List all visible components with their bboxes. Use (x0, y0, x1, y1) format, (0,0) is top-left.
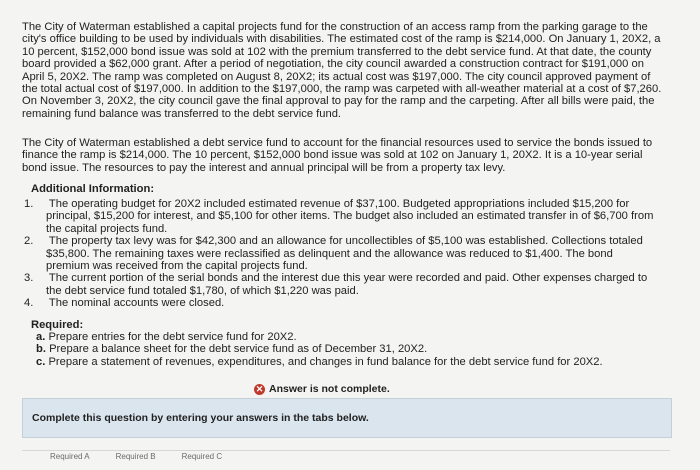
additional-info-list (24, 198, 655, 310)
info-item: 4. The nominal accounts were closed. (24, 297, 225, 310)
info-item: 3. The current portion of the serial bonds and the interest due this year were recorded and paid. Other expenses charged to the debt service fund totaled $1,780, of which $1,220 was paid. (24, 272, 648, 297)
answer-status-text: Answer is not complete. (269, 383, 390, 395)
x-circle-icon: ✕ (255, 383, 264, 394)
required-heading: Required: (31, 319, 84, 331)
tab-required-c[interactable]: Required C (181, 452, 223, 461)
answer-tabs (48, 452, 224, 470)
tabs-divider (22, 450, 670, 451)
additional-info-heading: Additional Information: (31, 183, 155, 195)
answer-status-banner (254, 383, 390, 395)
required-item: a. Prepare entries for the debt service fund for 20X2. (36, 331, 297, 343)
tab-required-a[interactable]: Required A (50, 452, 90, 461)
required-item: c. Prepare a statement of revenues, expenditures, and changes in fund balance for the debt service fund for 20X2. (36, 355, 603, 368)
problem-paragraph-2: The City of Waterman established a debt service fund to account for the financial resources used to service the bonds issued to finance the ramp is $214,000. The 10 percent, $152,000 bond issue was sold at 102 on January 1, 20X2. It is a 10-year serial bond issue. The resources to pay the interest and annual principal will be from a property tax levy. (22, 137, 653, 174)
tab-required-b[interactable]: Required B (115, 452, 156, 461)
instruction-text: Complete this question by entering your answers in the tabs below. (32, 412, 369, 424)
info-item: 2. The property tax levy was for $42,300 and an allowance for uncollectibles of $5,100 was established. Collections totaled $35,800. The remaining taxes were reclassified as delinquent and the allowance was reduced to $1,400. The bond premium was received from the capital projects fund. (24, 235, 643, 273)
problem-paragraph-1: The City of Waterman established a capital projects fund for the construction of an access ramp from the parking garage to the city's office building to be used by individuals with disabilities. The estimated cost of the ramp is $214,000. On January 1, 20X2, a 10 percent, $152,000 bond issue was sold at 102 with the premium transferred to the debt service fund. At that date, the county board provided a $62,000 grant. After a period of negotiation, the city council awarded a construction contract for $191,000 on April 5, 20X2. The ramp was completed on August 8, 20X2; its actual cost was $197,000. The city council approved payment of the total actual cost of $197,000. In addition to the $197,000, the ramp was carpeted with all-weather material at a cost of $7,260. On November 3, 20X2, the city council gave the final approval to pay for the ramp and the carpeting. After all bills were paid, the remaining fund balance was transferred to the debt service fund. (22, 21, 662, 120)
required-item: b. Prepare a balance sheet for the debt service fund as of December 31, 20X2. (36, 343, 428, 356)
info-item: 1. The operating budget for 20X2 included estimated revenue of $37,100. Budgeted appropriations included $15,200 for principal, $15,200 for interest, and $5,100 for other items. The budget also included an estimated transfer in of $6,700 from the capital projects fund. (24, 198, 654, 235)
required-list (36, 331, 656, 368)
